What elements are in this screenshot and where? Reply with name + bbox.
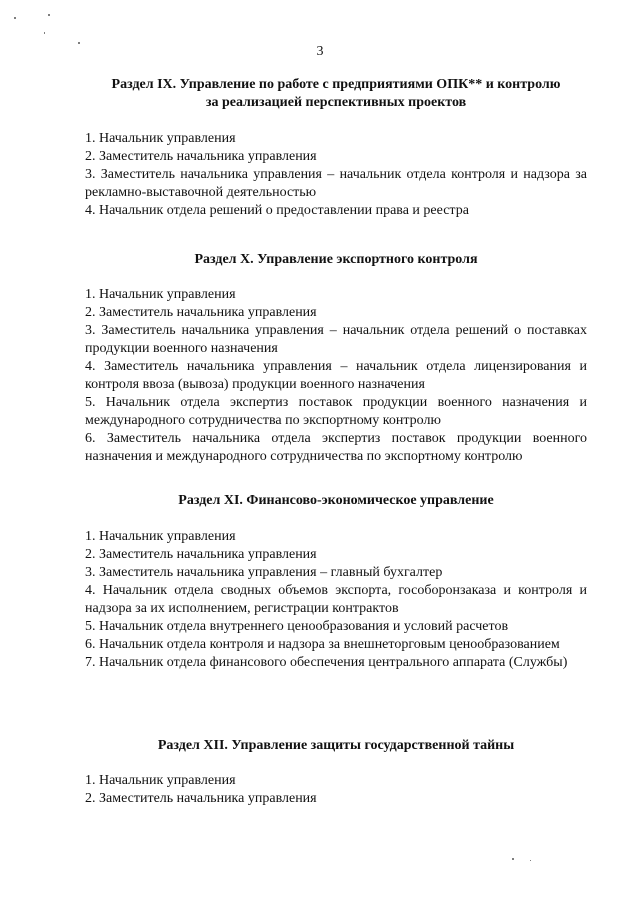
list-item: 2. Заместитель начальника управления (85, 547, 317, 562)
list-item: 7. Начальник отдела финансового обеспечения центрального аппарата (Службы) (85, 655, 568, 670)
list-item: 6. Заместитель начальника отдела экспертиз поставок продукции военного назначения и международного сотрудничества по экспортному контролю (85, 431, 587, 464)
list-item: 2. Заместитель начальника управления (85, 791, 317, 806)
section-title-line: Раздел IX. Управление по работе с предприятиями ОПК** и контролю (111, 77, 561, 92)
section-xi (85, 492, 587, 672)
list-item: 1. Начальник управления (85, 529, 236, 544)
section-title (85, 251, 587, 269)
list-item: 2. Заместитель начальника управления (85, 149, 317, 164)
section-title-line: за реализацией перспективных проектов (205, 95, 467, 110)
list-item: 3. Заместитель начальника управления – начальник отдела решений о поставках продукции военного назначения (85, 323, 587, 356)
section-xii (85, 737, 587, 808)
section-title-line: Раздел XII. Управление защиты государственной тайны (157, 738, 515, 753)
list-item: 6. Начальник отдела контроля и надзора за внешнеторговым ценообразованием (85, 637, 560, 652)
scan-speck (512, 858, 514, 860)
scan-speck (44, 32, 45, 34)
position-list (85, 528, 587, 672)
list-item: 5. Начальник отдела внутреннего ценообразования и условий расчетов (85, 619, 509, 634)
position-list (85, 772, 587, 808)
section-x (85, 251, 587, 466)
list-item: 1. Начальник управления (85, 287, 236, 302)
section-title (85, 76, 587, 112)
scan-speck (14, 17, 16, 19)
section-title (85, 737, 587, 755)
list-item: 4. Начальник отдела сводных объемов экспорта, гособоронзаказа и контроля и надзора за их исполнением, регистрации контрактов (85, 583, 587, 616)
position-list (85, 286, 587, 466)
section-title-line: Раздел X. Управление экспортного контроля (194, 252, 478, 267)
list-item: 1. Начальник управления (85, 773, 236, 788)
list-item: 1. Начальник управления (85, 131, 236, 146)
section-title-line: Раздел XI. Финансово-экономическое управление (178, 493, 494, 508)
position-list (85, 130, 587, 220)
section-title (85, 492, 587, 510)
scan-speck (530, 860, 531, 861)
scan-speck (48, 14, 50, 16)
list-item: 4. Заместитель начальника управления – начальник отдела лицензирования и контроля ввоза (вывоза) продукции военного назначения (85, 359, 587, 392)
list-item: 2. Заместитель начальника управления (85, 305, 317, 320)
list-item: 3. Заместитель начальника управления – начальник отдела контроля и надзора за рекламно-выставочной деятельностью (85, 167, 587, 200)
list-item: 4. Начальник отдела решений о предоставлении права и реестра (85, 203, 469, 218)
list-item: 3. Заместитель начальника управления – главный бухгалтер (85, 565, 443, 580)
page-number: 3 (316, 44, 324, 59)
section-ix (85, 76, 587, 220)
list-item: 5. Начальник отдела экспертиз поставок продукции военного назначения и международного сотрудничества по экспортному контролю (85, 395, 587, 428)
